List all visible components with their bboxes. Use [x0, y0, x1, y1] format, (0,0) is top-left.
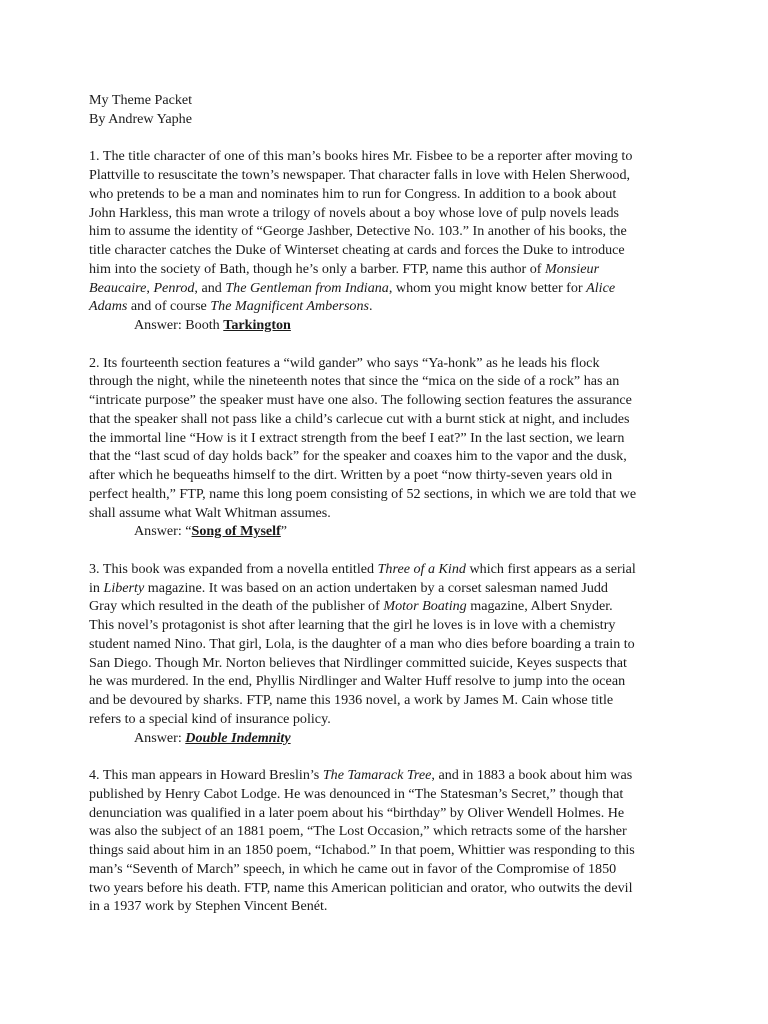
question-line: things said about him in an 1850 poem, “Ichabod.” In that poem, Whittier was responding to this [89, 842, 635, 858]
question-line: 3. This book was expanded from a novella entitled Three of a Kind which first appears as a serial [89, 560, 636, 577]
question-line: perfect health,” FTP, name this long poem consisting of 52 sections, in which we are told that we [89, 485, 637, 502]
question-line: 4. This man appears in Howard Breslin’s The Tamarack Tree, and in 1883 a book about him was [89, 767, 633, 783]
question-line: shall assume what Walt Whitman assumes. [89, 504, 331, 521]
question-line: after which he bequeaths himself to the dirt. Written by a poet “now thirty-seven years old in [89, 467, 613, 483]
answer-line: Answer: “Song of Myself” [134, 523, 288, 540]
question-line: through the night, while the nineteenth notes that since the “mica on the side of a rock” has an [89, 373, 620, 390]
question-line: and be devoured by sharks. FTP, name this 1936 novel, a work by James M. Cain whose title [89, 692, 614, 708]
question-line: him to assume the identity of “George Jashber, Detective No. 103.” In another of his books, the [89, 223, 627, 240]
question-line: refers to a special kind of insurance policy. [89, 710, 331, 727]
document-body [89, 91, 689, 916]
spacer [89, 541, 689, 560]
question-line: title character catches the Duke of Winterset cheating at cards and forces the Duke to introduce [89, 242, 625, 258]
question-line: that the “last scud of day holds back” for the speaker and coaxes him to the vapor and the dusk, [89, 448, 627, 465]
question-line: that the speaker shall not pass like a child’s carlecue cut with a burnt stick at night, and includes [89, 410, 630, 427]
question-4 [89, 766, 689, 916]
answer-key: Tarkington [223, 317, 291, 333]
question-line: him into the society of Bath, though he’s only a barber. FTP, name this author of Monsieur [89, 260, 600, 277]
question-line: he was murdered. In the end, Phyllis Nirdlinger and Walter Huff resolve to jump into the ocean [89, 673, 626, 690]
answer-line: Answer: Booth Tarkington [134, 317, 291, 333]
question-line: Beaucaire, Penrod, and The Gentleman from Indiana, whom you might know better for Alice [89, 279, 616, 296]
question-line: the immortal line “How is it I extract strength from the beef I eat?” In the last section, we learn [89, 429, 625, 446]
question-line: denunciation was qualified in a later poem about his “birthday” by Oliver Wendell Holmes. He [89, 804, 625, 821]
spacer [89, 335, 689, 354]
question-line: Gray which resulted in the death of the publisher of Motor Boating magazine, Albert Snyder. [89, 598, 613, 615]
spacer [89, 747, 689, 766]
answer-key: Song of Myself [191, 523, 281, 540]
question-line: Plattville to resuscitate the town’s newspaper. That character falls in love with Helen Sherwood, [89, 167, 631, 183]
question-line: 1. The title character of one of this man’s books hires Mr. Fisbee to be a reporter after moving to [89, 148, 633, 165]
question-3 [89, 560, 689, 748]
question-1 [89, 147, 689, 335]
question-line: 2. Its fourteenth section features a “wild gander” who says “Ya-honk” as he leads his flock [89, 354, 600, 371]
question-line: This novel’s protagonist is shot after learning that the girl he loves is in love with a chemistry [89, 617, 616, 633]
answer-line: Answer: Double Indemnity [134, 729, 291, 746]
question-line: was also the subject of an 1881 poem, “The Lost Occasion,” which retracts some of the harsher [89, 823, 627, 840]
question-line: in a 1937 work by Stephen Vincent Benét. [89, 898, 328, 915]
question-line: John Harkless, this man wrote a trilogy of novels about a boy whose love of pulp novels leads [89, 204, 619, 221]
question-line: student named Nino. That girl, Lola, is the daughter of a man who dies before boarding a train to [89, 635, 635, 652]
question-line: Adams and of course The Magnificent Ambersons. [89, 298, 373, 315]
question-2 [89, 354, 689, 542]
question-line: who pretends to be a man and nominates him to run for Congress. In addition to a book about [89, 185, 617, 202]
packet-title: My Theme Packet [89, 92, 193, 108]
question-line: man’s “Seventh of March” speech, in which he came out in favor of the Compromise of 1850 [89, 860, 617, 877]
question-line: in Liberty magazine. It was based on an action undertaken by a corset salesman named Judd [89, 579, 608, 596]
question-line: two years before his death. FTP, name this American politician and orator, who outwits the devil [89, 879, 633, 896]
question-line: published by Henry Cabot Lodge. He was denounced in “The Statesman’s Secret,” though that [89, 785, 624, 802]
question-line: San Diego. Though Mr. Norton believes that Nirdlinger committed suicide, Keyes suspects that [89, 654, 627, 671]
question-line: “intricate purpose” the speaker must have one also. The following section features the assurance [89, 392, 632, 408]
answer-key: Double Indemnity [185, 729, 291, 746]
spacer [89, 129, 689, 148]
packet-author: By Andrew Yaphe [89, 110, 192, 127]
